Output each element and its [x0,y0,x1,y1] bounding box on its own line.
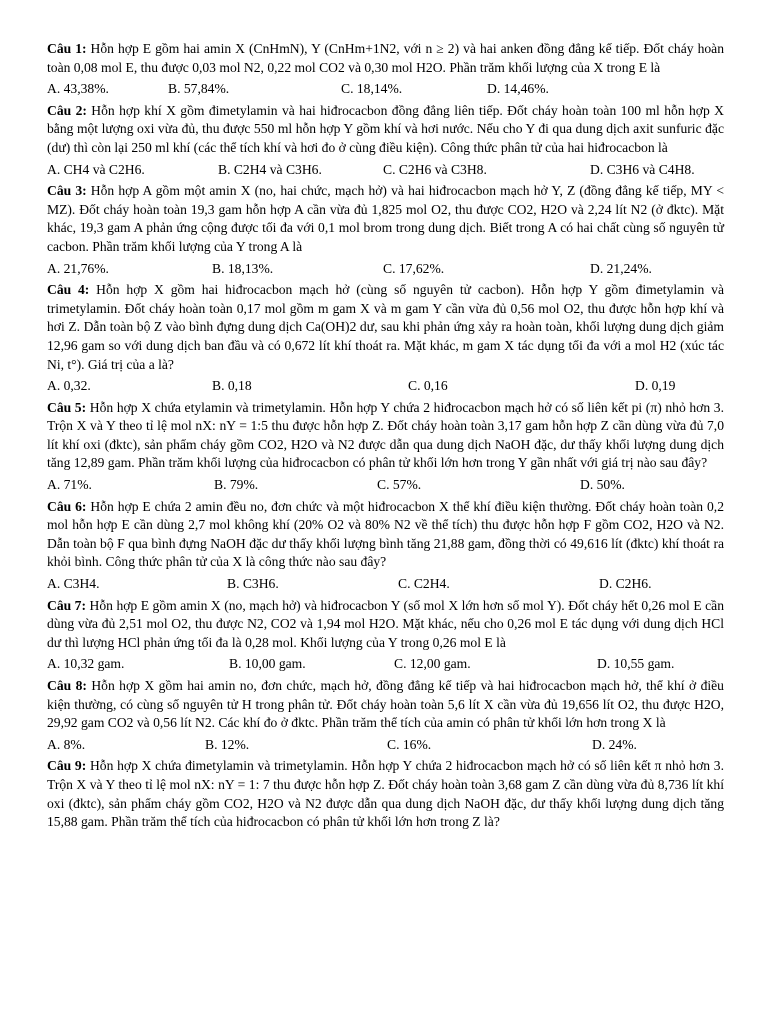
question-4-option-b: B. 0,18 [212,378,252,394]
question-7-option-b: B. 10,00 gam. [229,656,306,672]
question-3 [47,182,724,278]
question-1-options [47,80,724,99]
question-3-options [47,260,724,279]
question-2-option-c: C. C2H6 và C3H8. [383,161,487,177]
question-6-option-b: B. C3H6. [227,576,279,592]
question-8-option-d: D. 24%. [592,736,637,752]
question-8-option-a: A. 8%. [47,736,86,752]
question-3-body: Hỗn hợp A gồm một amin X (no, hai chức, mạch hở) và hai hiđrocacbon mạch hở Y, Z (đồng đẳng kế tiếp, MY < MZ). Đốt cháy hoàn toàn 19,3 gam hỗn hợp A cần vừa đủ 1,825 mol O2, thu được CO2, H2O và 2,24 lít N2 (ở đktc). Mặt khác, 19,3 gam A phản ứng cộng được tối đa với 0,1 mol brom trong dung dịch. Biết trong A có hai chất cùng số nguyên tử cacbon. Phần trăm khối lượng của Y trong A là [47,183,724,254]
question-7-options [47,655,724,674]
question-3-option-d: D. 21,24%. [590,260,652,276]
question-5-options [47,476,724,495]
question-5-option-a: A. 71%. [47,477,92,493]
question-8-option-c: C. 16%. [387,736,432,752]
question-3-text [47,182,724,256]
question-6-option-a: A. C3H4. [47,576,100,592]
question-4 [47,281,724,396]
question-1-option-a: A. 43,38%. [47,81,109,97]
question-4-option-c: C. 0,16 [408,378,448,394]
question-4-option-a: A. 0,32. [47,378,91,394]
question-7-label: Câu 7: [47,597,87,613]
question-5 [47,399,724,495]
question-1-option-c: C. 18,14%. [341,81,403,97]
question-8 [47,677,724,754]
question-9-body: Hỗn hợp X chứa đimetylamin và trimetylamin. Hỗn hợp Y chứa 2 hiđrocacbon mạch hở có số liên kết π nhỏ hơn 3. Trộn X và Y theo tỉ lệ mol nX: nY = 1: 7 thu được hỗn hợp Z. Đốt cháy hoàn toàn 3,68 gam Z cần dùng vừa đủ 8,736 lít khí oxi (đktc), sản phẩm cháy gồm CO2, H2O và N2 được dẫn qua dung dịch NaOH đặc, dư thấy khối lượng dung dịch tăng 15,88 gam. Phần trăm thể tích của hiđrocacbon có phân tử khối lớn hơn trong Z là? [47,758,725,830]
question-7-body: Hỗn hợp E gồm amin X (no, mạch hở) và hiđrocacbon Y (số mol X lớn hơn số mol Y). Đốt cháy hết 0,26 mol E cần dùng vừa đủ 2,51 mol O2, thu được N2, CO2 và 1,94 mol H2O. Mặt khác, nếu cho 0,26 mol E tác dụng với dung dịch HCl dư thì lượng HCl phản ứng tối đa là 0,28 mol. Khối lượng của Y trong 0,26 mol E là [47,597,724,650]
question-5-body: Hỗn hợp X chứa etylamin và trimetylamin. Hỗn hợp Y chứa 2 hiđrocacbon mạch hở có số liên kết pi (π) nhỏ hơn 3. Trộn X và Y theo tỉ lệ mol nX: nY = 1:5 thu được hỗn hợp Z. Đốt cháy hoàn toàn 3,17 gam hỗn hợp Z cần dùng vừa đủ 7,0 lít khí oxi (đktc), sản phẩm cháy gồm CO2, H2O và N2 được dẫn qua dung dịch NaOH đặc, dư thấy khối lượng dung dịch tăng 12,89 gam. Phần trăm khối lượng của hiđrocacbon có phân tử khối lớn hơn trong Y gần nhất với giá trị nào sau đây? [47,399,724,471]
question-7 [47,597,724,674]
question-6-label: Câu 6: [47,498,87,514]
question-2-option-d: D. C3H6 và C4H8. [590,161,695,177]
question-5-label: Câu 5: [47,399,87,415]
question-2-option-b: B. C2H4 và C3H6. [218,161,322,177]
question-3-label: Câu 3: [47,183,87,199]
question-6-text [47,498,724,572]
question-5-option-c: C. 57%. [377,477,422,493]
question-7-option-c: C. 12,00 gam. [394,656,471,672]
question-9-label: Câu 9: [47,758,87,774]
question-8-text [47,677,724,733]
question-9-text [47,757,724,831]
question-1-text [47,40,724,77]
question-5-text [47,399,724,473]
question-4-body: Hỗn hợp X gồm hai hiđrocacbon mạch hở (cùng số nguyên tử cacbon). Hỗn hợp Y gồm đimetylamin và trimetylamin. Đốt cháy hoàn toàn 0,17 mol gồm m gam X và m gam Y cần vừa đủ 0,56 mol O2, thu được hỗn hợp khí và hơi Z. Dẫn toàn bộ Z vào bình đựng dung dịch Ca(OH)2 dư, sau khi phản ứng xảy ra hoàn toàn, khối lượng dung dịch giảm 12,96 gam so với dung dịch ban đầu và có 0,672 lít khí thoát ra. Mặt khác, m gam X tác dụng tối đa với a mol H2 (xúc tác Ni, t°). Giá trị của a là? [47,282,724,372]
question-1-label: Câu 1: [47,41,87,56]
question-7-option-d: D. 10,55 gam. [597,656,675,672]
question-2-text [47,102,724,158]
question-3-option-a: A. 21,76%. [47,260,109,276]
question-7-text [47,597,724,653]
question-2-options [47,161,724,180]
question-6-body: Hỗn hợp E chứa 2 amin đều no, đơn chức và một hiđrocacbon X thể khí điều kiện thường. Đốt cháy hoàn toàn 0,2 mol hỗn hợp E cần dùng 2,7 mol không khí (20% O2 và 80% N2 về thể tích) thu được hỗn hợp F gồm CO2, H2O và N2. Dẫn toàn bộ F qua bình đựng NaOH đặc dư thấy khối lượng bình tăng 21,88 gam, đồng thời có 49,616 lít (đktc) khí thoát ra khỏi bình. Công thức phân tử của X là công thức nào sau đây? [47,498,724,570]
question-2 [47,102,724,179]
question-8-options [47,736,724,755]
question-8-body: Hỗn hợp X gồm hai amin no, đơn chức, mạch hở, đồng đẳng kế tiếp và hai hiđrocacbon mạch hở, thể khí ở điều kiện thường, có cùng số nguyên tử H trong phân tử. Đốt cháy hoàn toàn 5,6 lít X cần vừa đủ 19,656 lít O2, thu được H2O, 29,92 gam CO2 và 0,56 lít N2. Các khí đo ở đktc. Phần trăm thể tích của amin có phân tử khối lớn hơn trong X là [47,678,724,731]
question-5-option-b: B. 79%. [214,477,259,493]
question-2-option-a: A. CH4 và C2H6. [47,161,145,177]
question-3-option-b: B. 18,13%. [212,260,274,276]
question-4-label: Câu 4: [47,282,90,298]
question-1-option-b: B. 57,84%. [168,81,230,97]
question-2-body: Hỗn hợp khí X gồm đimetylamin và hai hiđrocacbon đồng đẳng liên tiếp. Đốt cháy hoàn toàn 100 ml hỗn hợp X bằng một lượng oxi vừa đủ, thu được 550 ml hỗn hợp Y gồm khí và hơi nước. Nếu cho Y đi qua dung dịch axit sunfuric đặc (dư) thì còn lại 250 ml khí (các thể tích khí và hơi đo ở cùng điều kiện). Công thức phân tử của hai hiđrocacbon là [47,102,724,155]
question-6-option-d: D. C2H6. [599,576,652,592]
question-6-option-c: C. C2H4. [398,576,450,592]
question-2-label: Câu 2: [47,102,87,118]
question-5-option-d: D. 50%. [580,477,625,493]
question-7-option-a: A. 10,32 gam. [47,656,125,672]
question-4-text [47,281,724,374]
question-4-options [47,377,724,396]
question-6-options [47,575,724,594]
question-9 [47,757,724,831]
question-4-option-d: D. 0,19 [635,378,676,394]
question-1-option-d: D. 14,46%. [487,81,549,97]
question-1 [47,40,724,99]
question-8-label: Câu 8: [47,678,87,693]
question-8-option-b: B. 12%. [205,736,250,752]
question-3-option-c: C. 17,62%. [383,260,445,276]
question-1-body: Hỗn hợp E gồm hai amin X (CnHmN), Y (CnHm+1N2, với n ≥ 2) và hai anken đồng đẳng kế tiếp. Đốt cháy hoàn toàn 0,08 mol E, thu được 0,03 mol N2, 0,22 mol CO2 và 0,30 mol H2O. Phần trăm khối lượng của X trong E là [47,41,724,75]
question-6 [47,498,724,594]
